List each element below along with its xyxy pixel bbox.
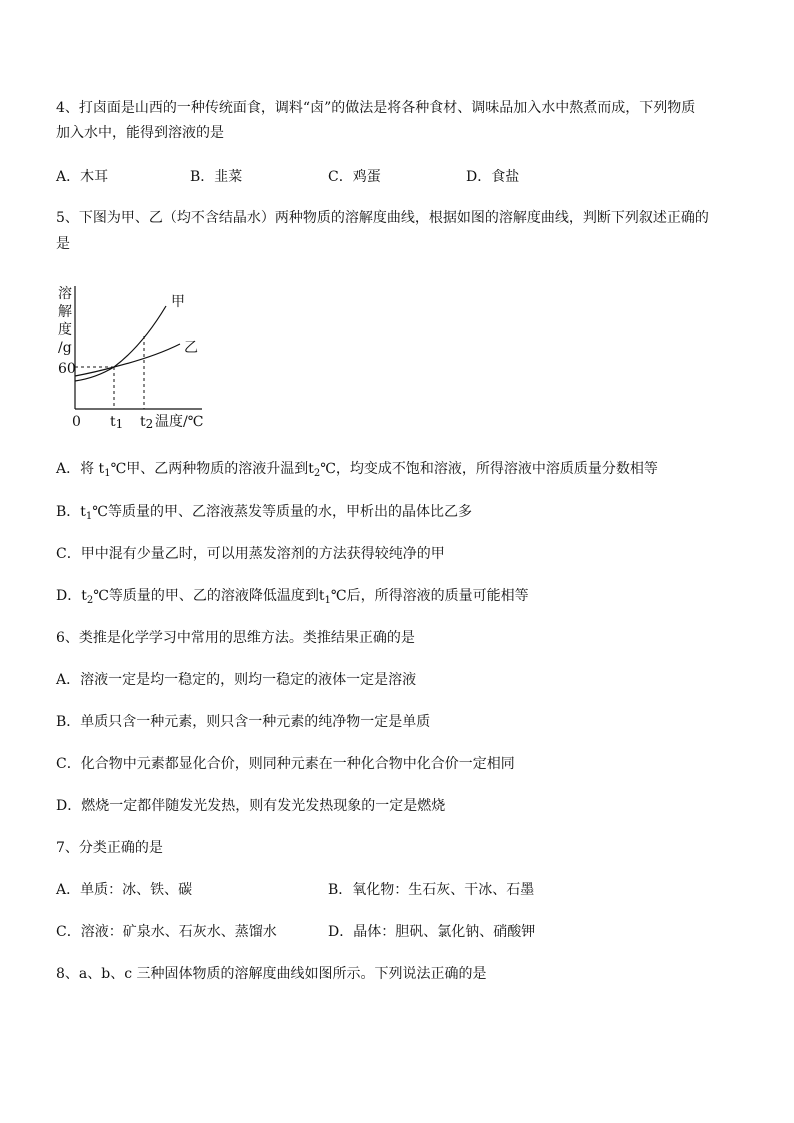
q7-option-b: B．氧化物：生石灰、干冰、石墨: [328, 882, 535, 898]
q4-stem-line2: 加入水中，能得到溶液的是: [56, 125, 224, 141]
y-label-char-1: 溶: [58, 286, 72, 302]
curve-yi: [75, 344, 180, 376]
y-tick-60: 60: [58, 361, 76, 377]
curve-yi-label: 乙: [184, 340, 198, 356]
q4-stem-line1: 4、打卤面是山西的一种传统面食，调料“卤”的做法是将各种食材、调味品加入水中熬煮而成，下列物质: [56, 100, 696, 116]
origin-label: 0: [72, 414, 81, 430]
q8-stem: 8、a、b、c 三种固体物质的溶解度曲线如图所示。下列说法正确的是: [56, 966, 487, 982]
curve-jia-label: 甲: [171, 294, 185, 310]
solubility-curve-diagram: [54, 284, 214, 434]
t1-label: t1: [110, 414, 124, 431]
q5-stem-line1: 5、下图为甲、乙（均不含结晶水）两种物质的溶解度曲线，根据如图的溶解度曲线，判断下列叙述正确的: [56, 210, 709, 226]
q6-option-c: C．化合物中元素都显化合价，则同种元素在一种化合物中化合价一定相同: [56, 756, 515, 772]
q5-option-c: C．甲中混有少量乙时，可以用蒸发溶剂的方法获得较纯净的甲: [56, 546, 445, 562]
q4-option-a: A．木耳: [56, 169, 109, 185]
q4-option-b: B．韭菜: [190, 169, 243, 185]
curve-jia: [75, 306, 166, 381]
q6-option-d: D．燃烧一定都伴随发光发热，则有发光发热现象的一定是燃烧: [56, 798, 446, 814]
q4-option-c: C．鸡蛋: [328, 169, 381, 185]
q7-option-c: C．溶液：矿泉水、石灰水、蒸馏水: [56, 924, 277, 940]
t2-label: t2: [140, 414, 154, 431]
q5-stem-line2: 是: [56, 236, 70, 252]
q5-option-a: A．将 $t_1℃$甲、乙两种物质的溶液升温到$t_2℃$，均变成不饱和溶液，所得溶液中溶质质量分数相等: [56, 461, 658, 479]
y-label-unit: /g: [58, 340, 72, 356]
q4-option-d: D．食盐: [466, 169, 520, 185]
y-label-char-3: 度: [58, 322, 72, 338]
q7-option-a: A．单质：冰、铁、碳: [56, 882, 193, 898]
y-label-char-2: 解: [58, 304, 72, 320]
q7-stem: 7、分类正确的是: [56, 840, 163, 856]
q5-option-d: D．$t_2℃$等质量的甲、乙的溶液降低温度到$t_1℃$后，所得溶液的质量可能相等: [56, 588, 529, 606]
q6-option-b: B．单质只含一种元素，则只含一种元素的纯净物一定是单质: [56, 714, 431, 730]
q7-option-d: D．晶体：胆矾、氯化钠、硝酸钾: [328, 924, 536, 940]
q6-stem: 6、类推是化学学习中常用的思维方法。类推结果正确的是: [56, 630, 415, 646]
q6-option-a: A．溶液一定是均一稳定的，则均一稳定的液体一定是溶液: [56, 672, 417, 688]
x-axis-label: 温度/℃: [155, 414, 204, 430]
q5-option-b: B．$t_1℃$等质量的甲、乙溶液蒸发等质量的水，甲析出的晶体比乙多: [56, 504, 472, 522]
